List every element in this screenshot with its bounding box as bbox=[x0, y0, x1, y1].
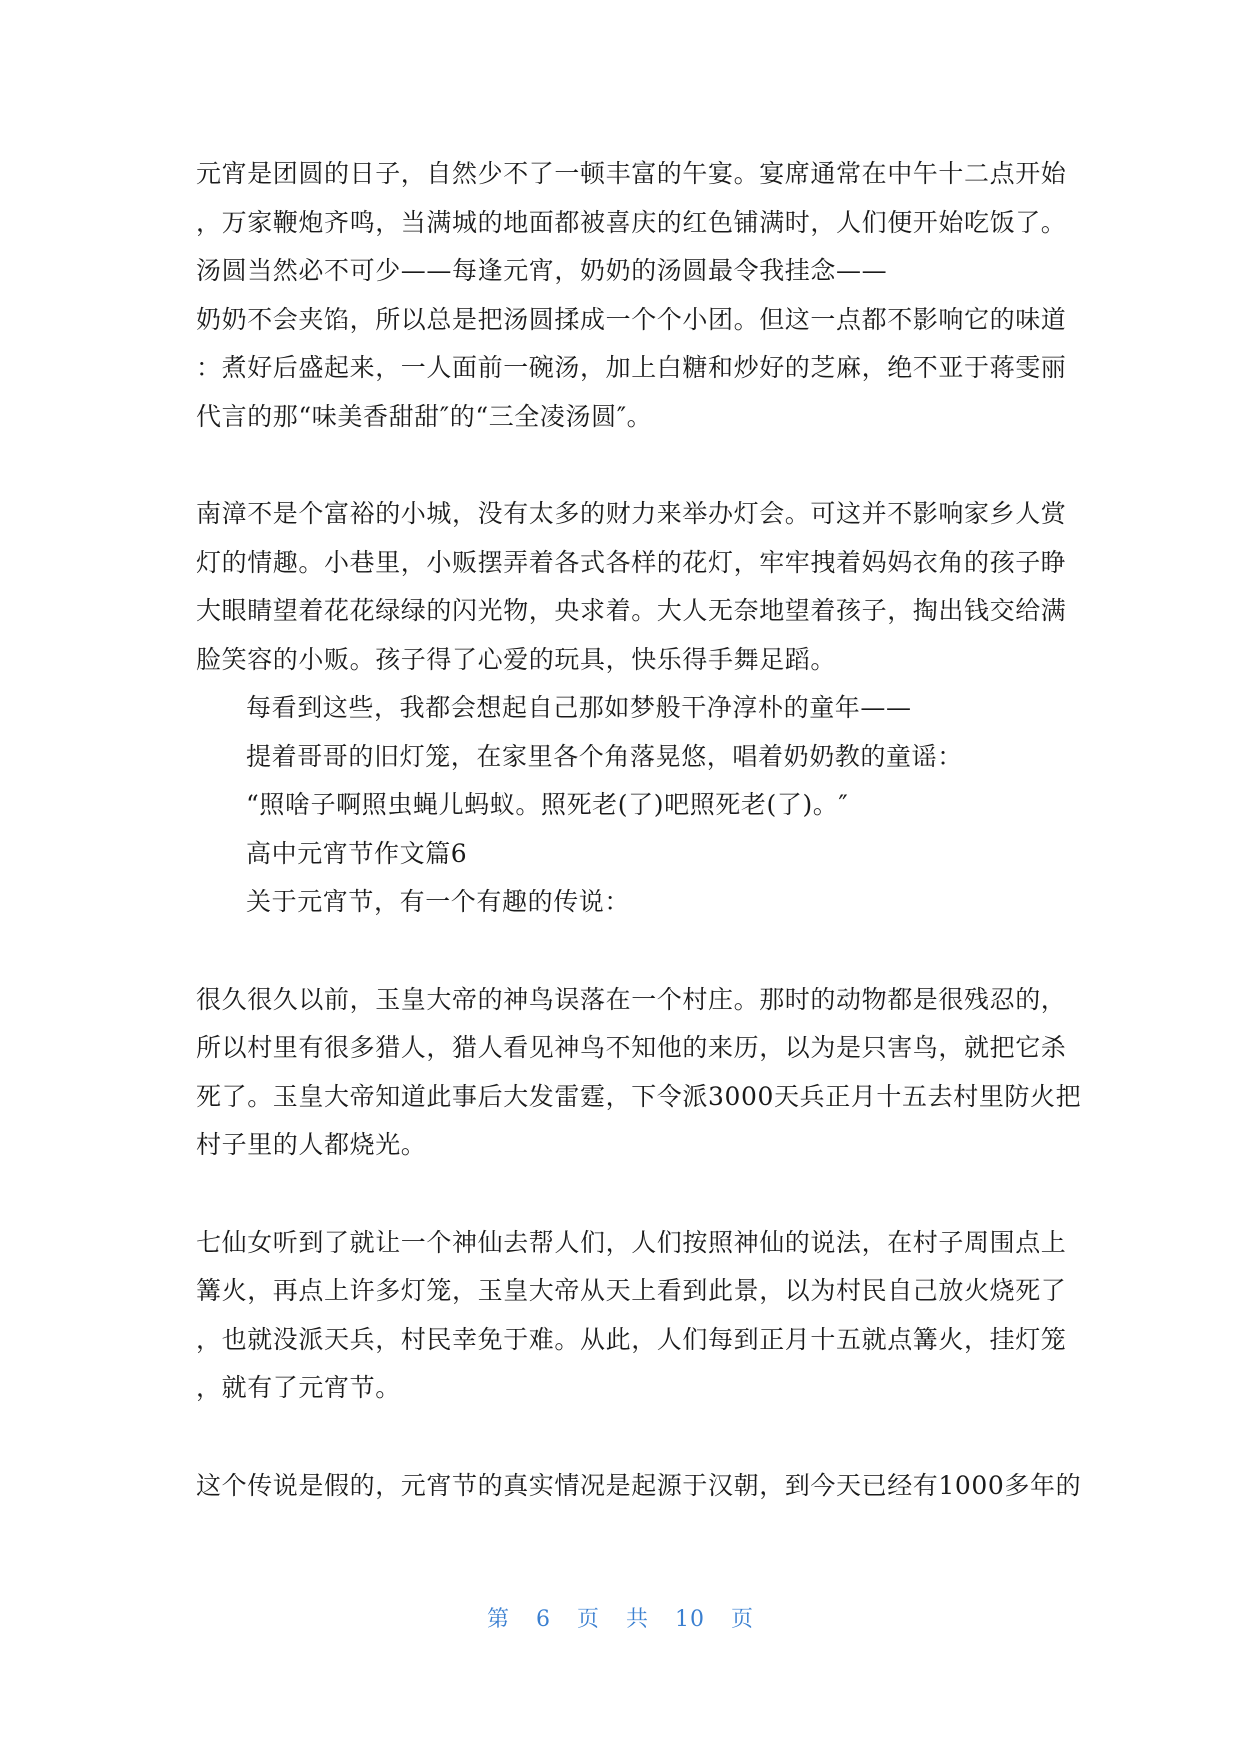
quote-line: “照啥子啊照虫蝇儿蚂蚁。照死老(了)吧照死老(了)。″ bbox=[246, 790, 849, 819]
total-page-number: 10 bbox=[675, 1607, 706, 1632]
text-line: 灯的情趣。小巷里，小贩摆弄着各式各样的花灯，牢牢拽着妈妈衣角的孩子睁 bbox=[196, 547, 1067, 577]
text-line-indented: 每看到这些，我都会想起自己那如梦般干净淳朴的童年—— bbox=[246, 693, 912, 722]
text-line: ，也就没派天兵，村民幸免于难。从此，人们每到正月十五就点篝火，挂灯笼 bbox=[196, 1324, 1067, 1354]
text-line: 篝火，再点上许多灯笼，玉皇大帝从天上看到此景，以为村民自己放火烧死了 bbox=[196, 1276, 1067, 1305]
footer-label: 第 bbox=[486, 1607, 510, 1632]
paragraph-gap bbox=[196, 1170, 1056, 1219]
text-line: 村子里的人都烧光。 bbox=[196, 1130, 427, 1159]
section-heading: 高中元宵节作文篇6 bbox=[246, 838, 468, 868]
text-line: 汤圆当然必不可少——每逢元宵，奶奶的汤圆最令我挂念—— bbox=[196, 256, 888, 285]
paragraph bbox=[196, 1462, 1082, 1511]
text-line-indented: 关于元宵节，有一个有趣的传说： bbox=[246, 887, 631, 916]
text-line-indented: 提着哥哥的旧灯笼，在家里各个角落晃悠，唱着奶奶教的童谣： bbox=[246, 741, 963, 771]
paragraph bbox=[196, 150, 1067, 441]
footer-label: 页 bbox=[731, 1607, 755, 1632]
text-line: 这个传说是假的，元宵节的真实情况是起源于汉朝，到今天已经有1000多年的 bbox=[196, 1470, 1082, 1500]
paragraph-gap bbox=[196, 927, 1056, 976]
text-line: 大眼睛望着花花绿绿的闪光物，央求着。大人无奈地望着孩子，掏出钱交给满 bbox=[196, 596, 1067, 625]
text-line: 南漳不是个富裕的小城，没有太多的财力来举办灯会。可这并不影响家乡人赏 bbox=[196, 499, 1067, 528]
text-line: 七仙女听到了就让一个神仙去帮人们，人们按照神仙的说法，在村子周围点上 bbox=[196, 1227, 1067, 1257]
text-line: 元宵是团圆的日子，自然少不了一顿丰富的午宴。宴席通常在中午十二点开始 bbox=[196, 159, 1067, 188]
paragraph bbox=[196, 1219, 1067, 1413]
text-line: 奶奶不会夹馅，所以总是把汤圆揉成一个个小团。但这一点都不影响它的味道 bbox=[196, 304, 1067, 334]
current-page-number: 6 bbox=[535, 1607, 551, 1632]
paragraph bbox=[196, 490, 1067, 927]
paragraph bbox=[196, 976, 1082, 1170]
footer-label: 共 bbox=[626, 1607, 650, 1632]
text-line: 所以村里有很多猎人，猎人看见神鸟不知他的来历，以为是只害鸟，就把它杀 bbox=[196, 1033, 1067, 1062]
text-line: 脸笑容的小贩。孩子得了心爱的玩具，快乐得手舞足蹈。 bbox=[196, 644, 837, 674]
text-line: ，万家鞭炮齐鸣，当满城的地面都被喜庆的红色铺满时，人们便开始吃饭了。 bbox=[196, 207, 1067, 237]
text-line: 死了。玉皇大帝知道此事后大发雷霆，下令派3000天兵正月十五去村里防火把 bbox=[196, 1081, 1082, 1111]
text-line: ，就有了元宵节。 bbox=[196, 1373, 401, 1402]
text-line: ：煮好后盛起来，一人面前一碗汤，加上白糖和炒好的芝麻，绝不亚于蒋雯丽 bbox=[196, 353, 1067, 382]
paragraph-gap bbox=[196, 1413, 1056, 1462]
text-line: 代言的那“味美香甜甜″的“三全凌汤圆″。 bbox=[196, 401, 653, 431]
document-body bbox=[196, 150, 1082, 1510]
text-line: 很久很久以前，玉皇大帝的神鸟误落在一个村庄。那时的动物都是很残忍的， bbox=[196, 984, 1067, 1014]
footer-label: 页 bbox=[576, 1607, 600, 1632]
paragraph-gap bbox=[196, 441, 1056, 490]
page-footer bbox=[0, 1602, 1241, 1633]
